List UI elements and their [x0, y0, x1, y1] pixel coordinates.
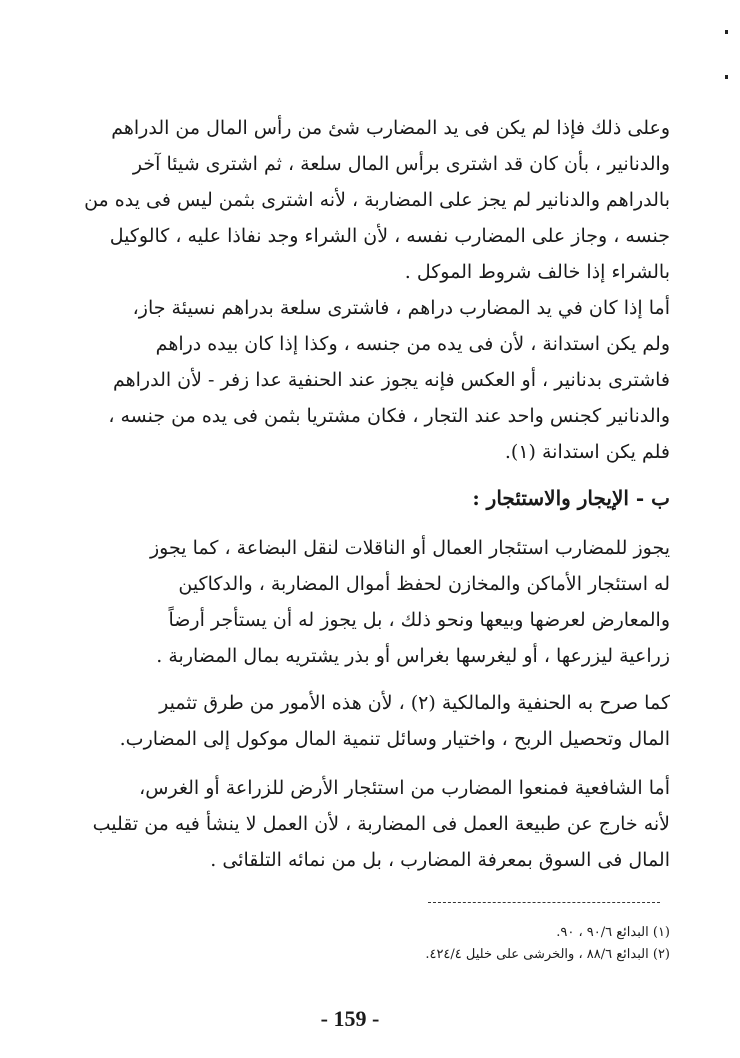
paragraph-line: أما إذا كان في يد المضارب دراهم ، فاشترى سلعة بدراهم نسيئة جاز، — [132, 297, 670, 319]
footnotes — [200, 922, 670, 966]
paragraph-line: لأنه خارج عن طبيعة العمل فى المضاربة ، لأن العمل لا ينشأ فيه من تقليب — [92, 813, 670, 835]
footnote-2: (٢) البدائع ٨٨/٦ ، والخرشى على خليل ٤٢٤/٤. — [425, 947, 670, 962]
footnote-1: (١) البدائع ٩٠/٦ ، ٩٠. — [556, 925, 670, 940]
paragraph-line: فلم يكن استدانة (١). — [504, 441, 670, 463]
paragraph-line: والدنانير كجنس واحد عند التجار ، فكان مشتريا بثمن فى يده من جنسه ، — [108, 405, 670, 427]
paragraph-line: فاشترى بدنانير ، أو العكس فإنه يجوز عند الحنفية عدا زفر - لأن الدراهم — [112, 369, 670, 391]
paragraph-line: والدنانير ، بأن كان قد اشترى برأس المال سلعة ، ثم اشترى شيئا آخر — [132, 153, 670, 175]
paragraph-line: وعلى ذلك فإذا لم يكن فى يد المضارب شئ من رأس المال من الدراهم — [111, 117, 670, 139]
paragraph-line: له استئجار الأماكن والمخازن لحفظ أموال المضاربة ، والدكاكين — [178, 573, 670, 595]
paragraph-2 — [50, 290, 670, 470]
section-heading: ب - الإيجار والاستئجار : — [472, 486, 670, 510]
paragraph-line: والمعارض لعرضها وبيعها ونحو ذلك ، بل يجوز له أن يستأجر أرضاً — [168, 609, 670, 631]
paragraph-line: بالدراهم والدنانير لم يجز على المضاربة ، لأنه اشترى بثمن ليس فى يده من — [84, 189, 670, 211]
paragraph-3 — [50, 530, 670, 674]
margin-mark — [725, 75, 728, 79]
paragraph-line: زراعية ليزرعها ، أو ليغرسها بغراس أو بذر يشتريه بمال المضاربة . — [156, 645, 670, 667]
paragraph-line: المال وتحصيل الربح ، واختيار وسائل تنمية المال موكول إلى المضارب. — [119, 728, 670, 750]
footnote-divider — [428, 902, 660, 903]
paragraph-line: يجوز للمضارب استئجار العمال أو الناقلات لنقل البضاعة ، كما يجوز — [150, 537, 670, 559]
paragraph-5 — [50, 770, 670, 878]
paragraph-line: جنسه ، وجاز على المضارب نفسه ، لأن الشراء وجد نفاذا عليه ، كالوكيل — [109, 225, 670, 247]
page-number: - 159 - — [320, 1006, 380, 1031]
paragraph-line: ولم يكن استدانة ، لأن فى يده من جنسه ، وكذا إذا كان بيده دراهم — [155, 333, 670, 355]
paragraph-4 — [50, 685, 670, 757]
paragraph-line: بالشراء إذا خالف شروط الموكل . — [404, 261, 670, 283]
paragraph-line: كما صرح به الحنفية والمالكية (٢) ، لأن هذه الأمور من طرق تثمير — [159, 692, 670, 714]
paragraph-line: المال فى السوق بمعرفة المضارب ، بل من نمائه التلقائى . — [210, 849, 670, 871]
paragraph-line: أما الشافعية فمنعوا المضارب من استئجار الأرض للزراعة أو الغرس، — [139, 777, 670, 799]
margin-mark — [725, 30, 728, 34]
paragraph-1 — [50, 110, 670, 290]
